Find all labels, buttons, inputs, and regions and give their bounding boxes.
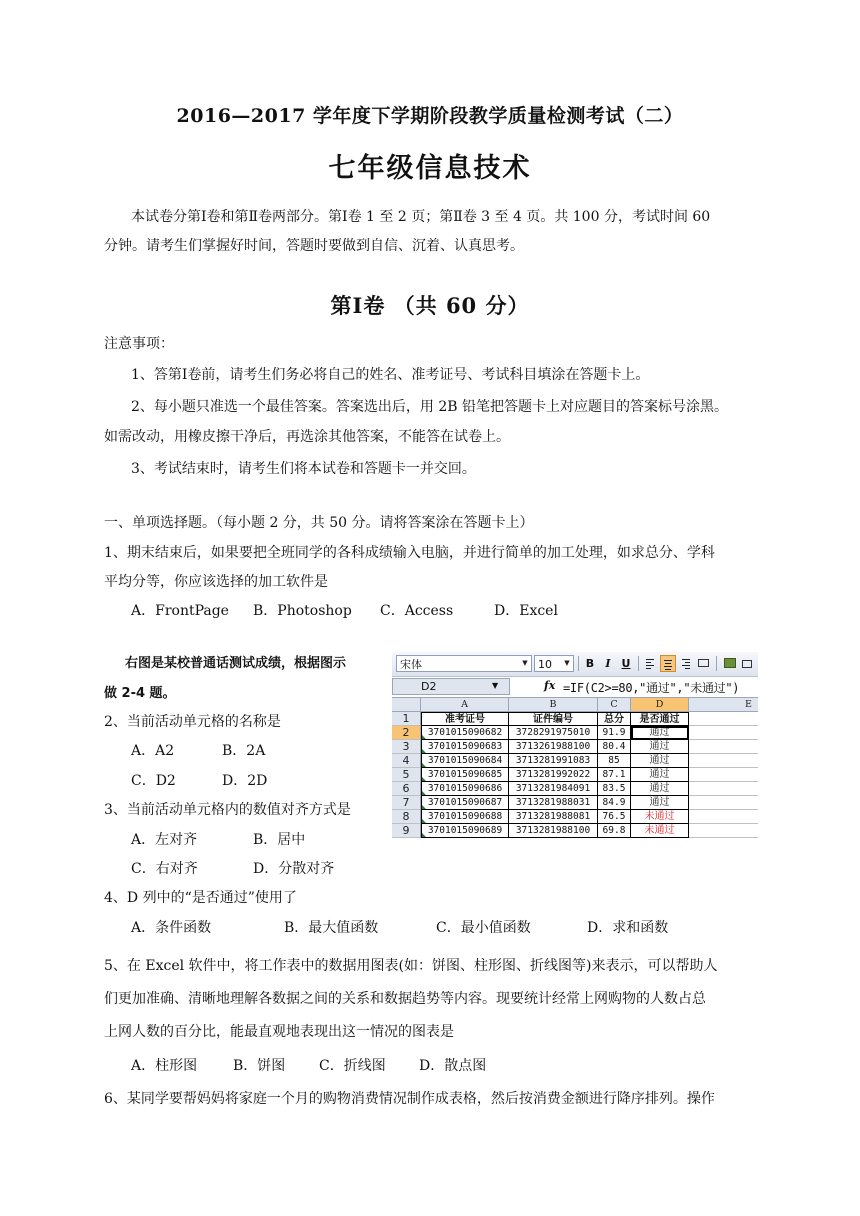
q2-option-c: C．D2 [131, 773, 176, 789]
toolbar-separator [638, 656, 639, 671]
cell[interactable] [689, 796, 758, 810]
cell[interactable] [689, 712, 758, 726]
table-row [392, 796, 758, 810]
row-header[interactable]: 8 [392, 810, 421, 824]
cell-value: 3701015090682 [427, 727, 503, 738]
cell[interactable]: 80.4 [598, 740, 631, 754]
underline-button[interactable]: U [621, 657, 631, 670]
error-indicator-icon [422, 749, 426, 753]
row-header[interactable]: 9 [392, 824, 421, 838]
cell[interactable] [689, 740, 758, 754]
formula-text[interactable]: =IF(C2>=80,"通过","未通过") [563, 681, 740, 695]
error-indicator-icon [422, 763, 426, 767]
cell-value: 3701015090685 [427, 769, 503, 780]
error-indicator-icon [422, 735, 426, 739]
cell[interactable]: 通过 [631, 782, 689, 796]
q1-option-a: A．FrontPage [131, 603, 229, 619]
exam-title: 2016—2017 学年度下学期阶段教学质量检测考试（二） [176, 105, 684, 127]
note-item: 1、答第Ⅰ卷前，请考生们务必将自己的姓名、准考证号、考试科目填涂在答题卡上。 [131, 367, 650, 383]
note-item: 3、考试结束时，请考生们将本试卷和答题卡一并交回。 [131, 461, 476, 477]
q1-option-b: B．Photoshop [253, 603, 352, 619]
cell[interactable] [421, 754, 509, 768]
font-name-value: 宋体 [400, 658, 422, 671]
question-2-stem: 2、当前活动单元格的名称是 [104, 714, 281, 730]
cell[interactable]: 3713281988100 [509, 824, 598, 838]
q5-option-b: B．饼图 [233, 1058, 286, 1074]
chevron-down-icon[interactable]: ▼ [492, 681, 499, 690]
row-header[interactable]: 1 [392, 712, 421, 726]
chevron-down-icon[interactable]: ▼ [522, 659, 528, 667]
table-row [392, 810, 758, 824]
q5-option-d: D．散点图 [419, 1058, 487, 1074]
table-row [392, 712, 758, 726]
figure-intro-continued: 做 2-4 题。 [104, 686, 176, 701]
cell[interactable]: 3713281984091 [509, 782, 598, 796]
table-row [392, 768, 758, 782]
error-indicator-icon [422, 777, 426, 781]
figure-intro: 右图是某校普通话测试成绩，根据图示 [125, 656, 347, 671]
fx-icon[interactable]: fx [544, 679, 556, 692]
intro-line-2: 分钟。请考生们掌握好时间，答题时要做到自信、沉着、认真思考。 [104, 238, 524, 254]
q5-option-a: A．柱形图 [131, 1058, 198, 1074]
note-item: 2、每小题只准选一个最佳答案。答案选出后，用 2B 铅笔把答题卡上对应题目的答案标号涂黑。 [131, 399, 729, 415]
toolbar-separator [716, 656, 717, 671]
error-indicator-icon [422, 805, 426, 809]
cell[interactable] [689, 726, 758, 740]
cell-value: 3701015090683 [427, 741, 503, 752]
row-header[interactable]: 7 [392, 796, 421, 810]
cell[interactable]: 3728291975010 [509, 726, 598, 740]
cell[interactable]: 是否通过 [631, 712, 689, 726]
select-all-corner[interactable] [392, 698, 421, 712]
cell[interactable] [421, 810, 509, 824]
cell-value: 3701015090684 [427, 755, 503, 766]
column-header[interactable]: E [689, 698, 758, 712]
cell[interactable]: 未通过 [631, 824, 689, 838]
table-row [392, 726, 758, 740]
chevron-down-icon[interactable]: ▼ [564, 659, 570, 667]
cell[interactable]: 总分 [598, 712, 631, 726]
section-title: 第Ⅰ卷 （共 60 分） [330, 293, 530, 318]
cell[interactable]: 3713281992022 [509, 768, 598, 782]
cell[interactable]: 通过 [631, 768, 689, 782]
excel-screenshot [392, 652, 758, 842]
table-row [392, 782, 758, 796]
cell-value: 3701015090689 [427, 825, 503, 836]
table-row [392, 824, 758, 838]
note-item-continued: 如需改动，用橡皮擦干净后，再选涂其他答案，不能答在试卷上。 [104, 429, 510, 445]
intro-line-1: 本试卷分第Ⅰ卷和第Ⅱ卷两部分。第Ⅰ卷 1 至 2 页；第Ⅱ卷 3 至 4 页。共 100 分，考试时间 60 [131, 209, 711, 225]
toolbar-separator [578, 656, 579, 671]
merge-center-icon[interactable] [696, 655, 712, 672]
column-header[interactable]: B [509, 698, 598, 712]
question-3-stem: 3、当前活动单元格内的数值对齐方式是 [104, 802, 351, 818]
cell[interactable]: 87.1 [598, 768, 631, 782]
formula-bar [392, 677, 758, 698]
column-header-row [392, 698, 758, 712]
column-header[interactable]: A [421, 698, 509, 712]
column-header[interactable]: C [598, 698, 631, 712]
font-size-value: 10 [538, 658, 552, 671]
question-1-stem: 1、期末结束后，如果要把全班同学的各科成绩输入电脑，并进行简单的加工处理，如求总分、学科 [104, 545, 715, 561]
font-name-box[interactable] [396, 655, 532, 672]
question-6-stem: 6、某同学要帮妈妈将家庭一个月的购物消费情况制作成表格，然后按消费金额进行降序排列。操作 [104, 1091, 715, 1107]
q3-option-c: C．右对齐 [131, 861, 198, 877]
question-5-stem: 5、在 Excel 软件中，将工作表中的数据用图表(如：饼图、柱形图、折线图等)来表示，可以帮助人 [104, 958, 718, 974]
row-header[interactable]: 3 [392, 740, 421, 754]
q4-option-a: A．条件函数 [131, 920, 212, 936]
formatting-toolbar [392, 652, 758, 677]
align-center-icon[interactable] [660, 655, 676, 672]
cell[interactable]: 83.5 [598, 782, 631, 796]
italic-button[interactable]: I [605, 657, 611, 670]
currency-icon[interactable] [722, 655, 738, 672]
cell[interactable]: 通过 [631, 740, 689, 754]
cell-value: 3701015090688 [427, 811, 503, 822]
percent-icon[interactable] [740, 655, 756, 672]
cell[interactable] [421, 768, 509, 782]
q3-option-a: A．左对齐 [131, 832, 198, 848]
font-size-box[interactable] [534, 655, 574, 672]
cell[interactable]: 3713261988100 [509, 740, 598, 754]
cell[interactable]: 69.8 [598, 824, 631, 838]
cell[interactable]: 未通过 [631, 810, 689, 824]
q2-option-b: B．2A [222, 743, 266, 759]
cell[interactable]: 76.5 [598, 810, 631, 824]
notes-heading: 注意事项： [104, 336, 174, 352]
part-title: 一、单项选择题。（每小题 2 分，共 50 分。请将答案涂在答题卡上） [104, 515, 534, 531]
cell[interactable]: 证件编号 [509, 712, 598, 726]
cell[interactable]: 91.9 [598, 726, 631, 740]
q3-option-d: D．分散对齐 [253, 861, 335, 877]
name-box-value: D2 [421, 680, 437, 693]
row-header[interactable]: 5 [392, 768, 421, 782]
cell[interactable]: 84.9 [598, 796, 631, 810]
q1-option-d: D．Excel [494, 603, 558, 619]
q3-option-b: B．居中 [253, 832, 306, 848]
cell-value: 3701015090686 [427, 783, 503, 794]
cell[interactable] [689, 754, 758, 768]
q2-option-a: A．A2 [131, 743, 175, 759]
align-left-icon[interactable] [642, 655, 658, 672]
q1-option-c: C．Access [380, 603, 454, 619]
column-header[interactable]: D [631, 698, 689, 712]
cell[interactable] [421, 824, 509, 838]
table-row [392, 754, 758, 768]
cell[interactable] [421, 796, 509, 810]
cell-value: 3701015090687 [427, 797, 503, 808]
table-row [392, 740, 758, 754]
cell[interactable] [689, 768, 758, 782]
question-4-stem: 4、D 列中的“是否通过”使用了 [104, 890, 297, 906]
cell[interactable] [421, 740, 509, 754]
align-right-icon[interactable] [678, 655, 694, 672]
bold-button[interactable]: B [585, 657, 595, 670]
cell[interactable]: 3713281988081 [509, 810, 598, 824]
cell[interactable] [689, 810, 758, 824]
active-cell[interactable]: 通过 [631, 726, 689, 740]
cell[interactable]: 准考证号 [421, 712, 509, 726]
q2-option-d: D．2D [222, 773, 268, 789]
question-1-stem-continued: 平均分等，你应该选择的加工软件是 [104, 574, 328, 590]
question-5-stem-continued: 们更加准确、清晰地理解各数据之间的关系和数据趋势等内容。现要统计经常上网购物的人数占总 [104, 991, 706, 1007]
cell[interactable] [421, 726, 509, 740]
subject-title: 七年级信息技术 [328, 153, 532, 184]
q4-option-b: B．最大值函数 [284, 920, 379, 936]
error-indicator-icon [422, 833, 426, 837]
cell[interactable] [689, 824, 758, 838]
q4-option-d: D．求和函数 [587, 920, 669, 936]
error-indicator-icon [422, 819, 426, 823]
cell[interactable]: 3713281988031 [509, 796, 598, 810]
cell[interactable] [421, 782, 509, 796]
row-header[interactable]: 2 [392, 726, 421, 740]
cell[interactable]: 3713281991083 [509, 754, 598, 768]
row-header[interactable]: 4 [392, 754, 421, 768]
question-5-stem-continued: 上网人数的百分比，能最直观地表现出这一情况的图表是 [104, 1024, 454, 1040]
cell[interactable]: 85 [598, 754, 631, 768]
cell[interactable] [689, 782, 758, 796]
cell[interactable]: 通过 [631, 754, 689, 768]
row-header[interactable]: 6 [392, 782, 421, 796]
cell[interactable]: 通过 [631, 796, 689, 810]
error-indicator-icon [422, 791, 426, 795]
q4-option-c: C．最小值函数 [436, 920, 531, 936]
q5-option-c: C．折线图 [319, 1058, 386, 1074]
